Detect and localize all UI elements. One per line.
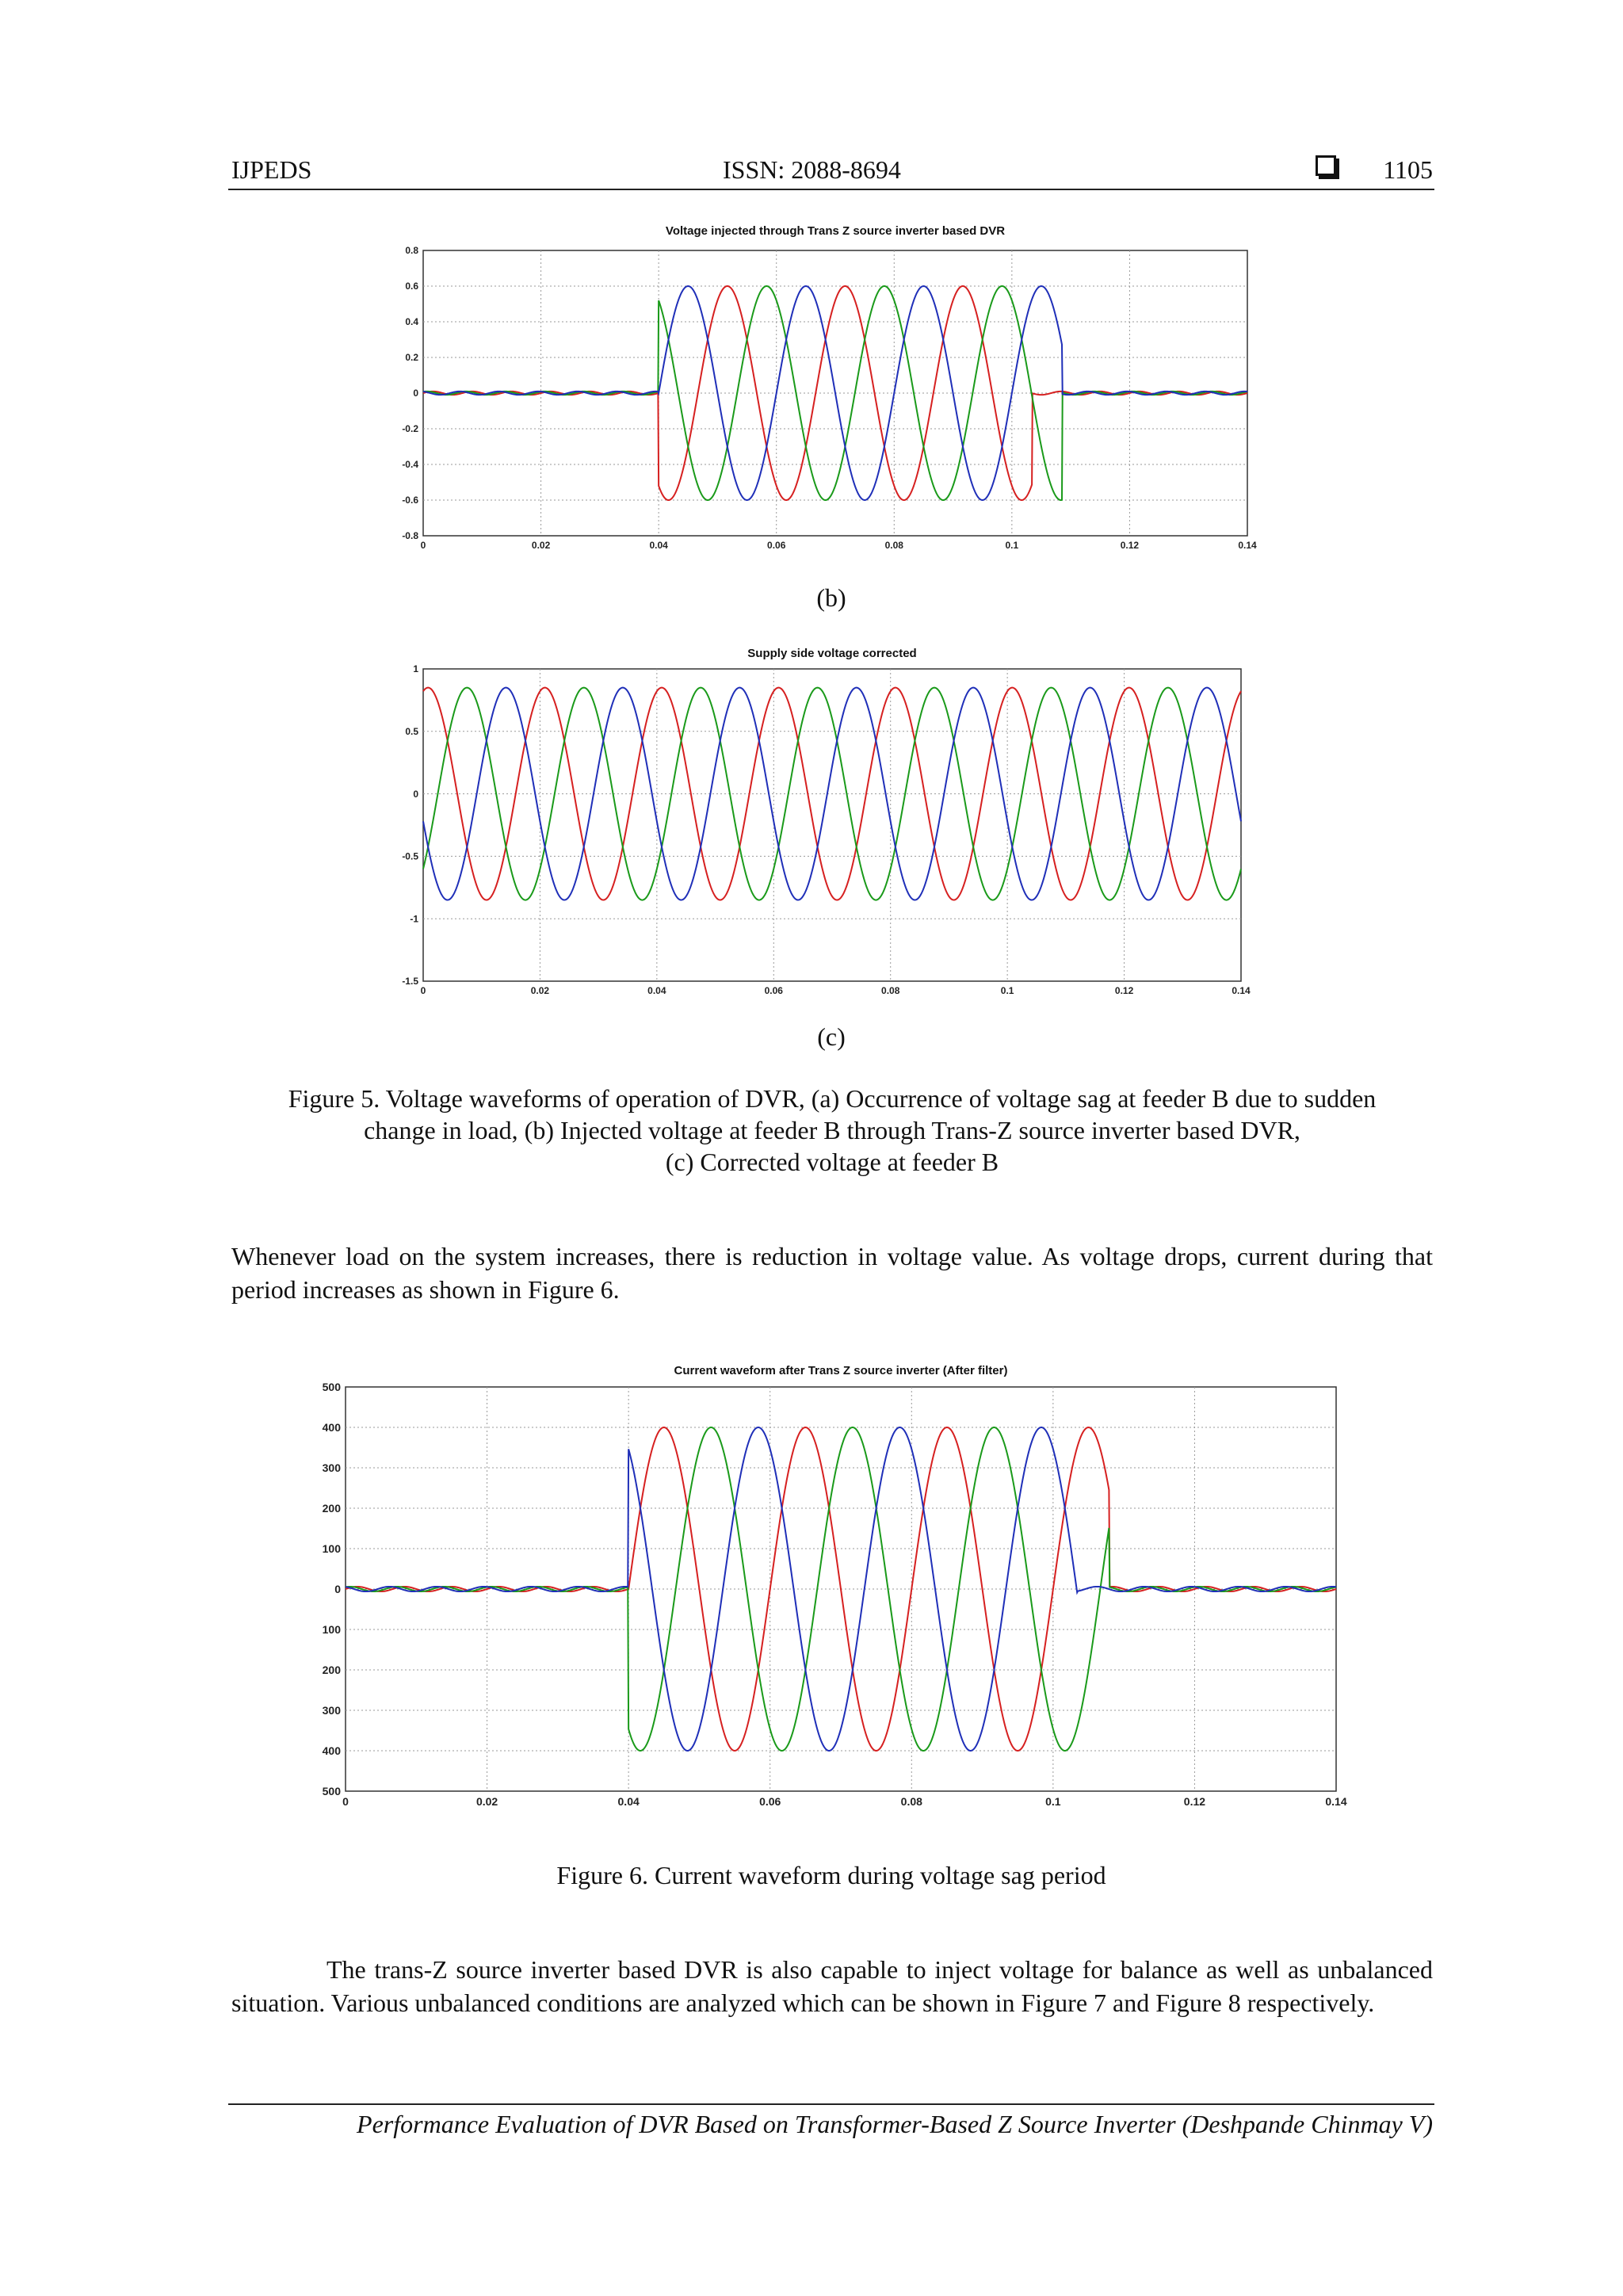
y-tick-label: 0 — [413, 388, 418, 399]
body-paragraph-2: The trans-Z source inverter based DVR is also capable to inject voltage for balance as well as unbalanced situation. Various unbalanced conditions are analyzed which can be shown in Figure 7 and Figure 8 respectively. — [231, 1955, 1433, 2017]
y-tick-label: 300 — [322, 1461, 341, 1474]
y-tick-label: -0.6 — [402, 495, 418, 506]
y-tick-label: 0.2 — [405, 352, 418, 364]
body-paragraph-1: Whenever load on the system increases, there is reduction in voltage value. As voltage drops, current during that period increases as shown in Figure 6. — [231, 1242, 1433, 1304]
figure-5c-label: (c) — [817, 1022, 846, 1051]
page-header — [231, 155, 1433, 189]
y-tick-label: -1 — [410, 913, 418, 925]
figure-5b-chart — [393, 219, 1265, 567]
x-tick-label: 0.1 — [1000, 985, 1014, 996]
y-tick-label: 0 — [334, 1582, 341, 1595]
figure-5-caption-line-2: change in load, (b) Injected voltage at feeder B through Trans-Z source inverter based DVR, — [364, 1116, 1300, 1144]
x-tick-label: 0 — [342, 1795, 349, 1808]
chart-title: Current waveform after Trans Z source inverter (After filter) — [674, 1364, 1008, 1377]
x-tick-label: 0.04 — [647, 985, 666, 996]
y-tick-label: 300 — [322, 1703, 341, 1717]
checkbox-square-icon — [1316, 155, 1336, 176]
y-tick-label: 0.8 — [405, 245, 418, 257]
y-tick-label: 100 — [322, 1622, 341, 1636]
x-tick-label: 0.12 — [1120, 540, 1140, 551]
x-tick-label: 0 — [420, 985, 426, 996]
x-tick-label: 0.14 — [1325, 1795, 1347, 1808]
page-footer: Performance Evaluation of DVR Based on Transformer-Based Z Source Inverter (Deshpande Chinmay V) — [357, 2110, 1433, 2138]
y-tick-label: 0 — [413, 788, 418, 800]
figure-6-caption: Figure 6. Current waveform during voltage sag period — [556, 1861, 1106, 1889]
y-tick-label: -0.2 — [402, 423, 418, 435]
journal-name: IJPEDS — [231, 155, 312, 184]
y-tick-label: 400 — [322, 1744, 341, 1757]
figure-5c-chart — [393, 644, 1265, 1002]
figure-5b-label: (b) — [816, 583, 846, 612]
footer-rule — [228, 2103, 1434, 2105]
x-tick-label: 0.04 — [649, 540, 668, 551]
y-tick-label: -0.8 — [402, 530, 418, 542]
y-tick-label: 500 — [322, 1784, 341, 1797]
issn: ISSN: 2088-8694 — [723, 155, 901, 184]
chart-title: Voltage injected through Trans Z source inverter based DVR — [665, 224, 1006, 238]
y-tick-label: -0.5 — [402, 850, 418, 862]
x-tick-label: 0.02 — [475, 1795, 498, 1808]
x-tick-label: 0.1 — [1005, 540, 1019, 551]
y-tick-label: 200 — [322, 1501, 341, 1515]
chart-title: Supply side voltage corrected — [747, 647, 917, 660]
y-tick-label: 500 — [322, 1380, 341, 1393]
x-tick-label: 0.06 — [759, 1795, 781, 1808]
x-tick-label: 0.06 — [764, 985, 783, 996]
header-rule — [228, 189, 1434, 190]
page-number: 1105 — [1383, 155, 1433, 184]
x-tick-label: 0.08 — [900, 1795, 922, 1808]
figure-5-caption-line-3: (c) Corrected voltage at feeder B — [665, 1148, 999, 1176]
x-tick-label: 0.02 — [530, 985, 550, 996]
y-tick-label: 1 — [413, 663, 418, 675]
x-tick-label: 0.04 — [617, 1795, 640, 1808]
x-tick-label: 0.12 — [1114, 985, 1134, 996]
figure-6-chart — [309, 1360, 1355, 1810]
y-tick-label: 0.6 — [405, 281, 418, 292]
x-tick-label: 0.02 — [531, 540, 551, 551]
x-tick-label: 0.14 — [1238, 540, 1257, 551]
x-tick-label: 0.08 — [881, 985, 900, 996]
figure-5-caption-line-1: Figure 5. Voltage waveforms of operation of DVR, (a) Occurrence of voltage sag at feeder B due to sudden — [288, 1084, 1377, 1113]
x-tick-label: 0.08 — [884, 540, 903, 551]
figure-5-caption — [230, 1083, 1434, 1178]
x-tick-label: 0.14 — [1232, 985, 1251, 996]
x-tick-label: 0.12 — [1183, 1795, 1206, 1808]
y-tick-label: 200 — [322, 1663, 341, 1676]
y-tick-label: 100 — [322, 1541, 341, 1555]
y-tick-label: 0.5 — [405, 726, 418, 737]
y-tick-label: -1.5 — [402, 976, 418, 988]
y-tick-label: -0.4 — [402, 459, 418, 471]
x-tick-label: 0.1 — [1045, 1795, 1061, 1808]
x-tick-label: 0 — [420, 540, 426, 551]
x-tick-label: 0.06 — [767, 540, 786, 551]
y-tick-label: 0.4 — [405, 316, 418, 328]
y-tick-label: 400 — [322, 1420, 341, 1434]
